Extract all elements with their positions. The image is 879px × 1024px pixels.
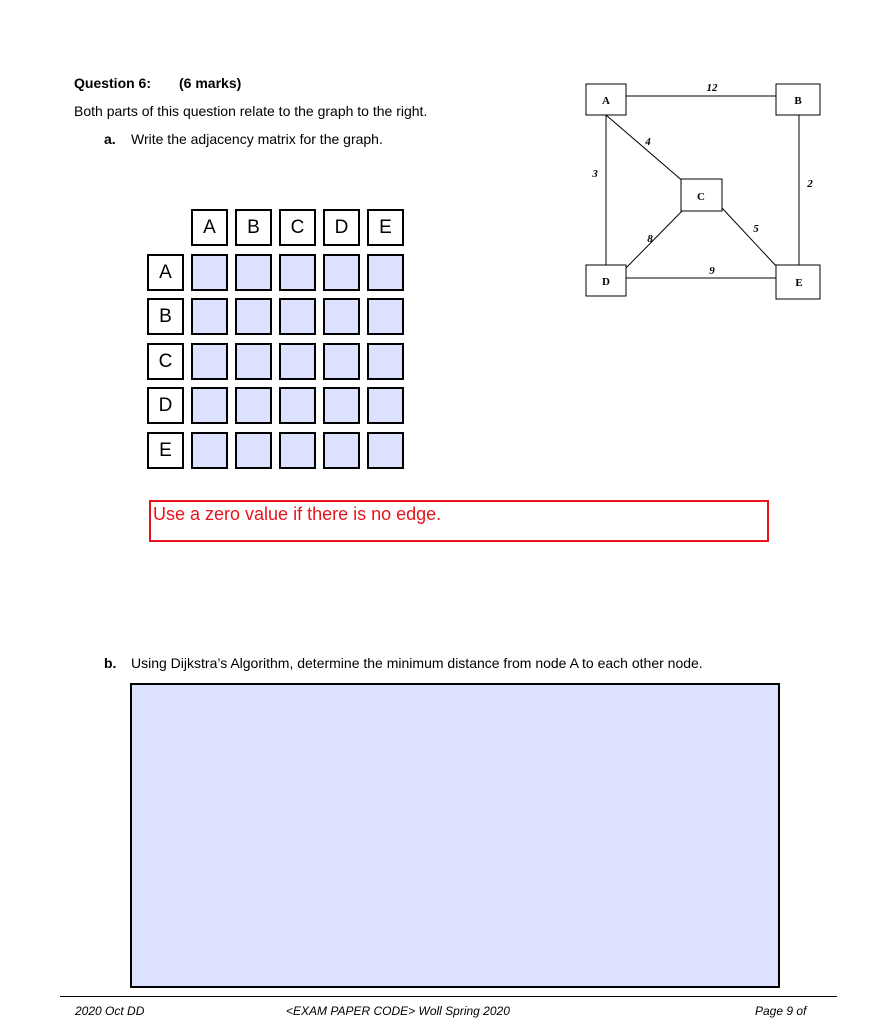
node-d-label: D: [602, 276, 610, 288]
matrix-cell-b-c[interactable]: [279, 298, 316, 335]
question-intro: Both parts of this question relate to the graph to the right.: [74, 103, 428, 119]
part-b-text: Using Dijkstra’s Algorithm, determine the minimum distance from node A to each other node.: [131, 655, 703, 671]
zero-value-note: Use a zero value if there is no edge.: [149, 500, 769, 542]
matrix-cell-a-d[interactable]: [323, 254, 360, 291]
row-header-c: C: [147, 343, 184, 380]
part-a-label: a.: [104, 131, 116, 147]
edge-c-d: [626, 208, 685, 268]
footer-divider: [60, 996, 837, 997]
matrix-cell-e-a[interactable]: [191, 432, 228, 469]
part-a-text: Write the adjacency matrix for the graph.: [131, 131, 383, 147]
matrix-cell-a-c[interactable]: [279, 254, 316, 291]
matrix-cell-b-b[interactable]: [235, 298, 272, 335]
matrix-cell-d-d[interactable]: [323, 387, 360, 424]
edge-c-e: [722, 208, 778, 268]
row-header-a: A: [147, 254, 184, 291]
node-e-label: E: [795, 277, 803, 289]
node-b-label: B: [794, 95, 802, 107]
matrix-cell-d-e[interactable]: [367, 387, 404, 424]
matrix-cell-b-d[interactable]: [323, 298, 360, 335]
matrix-cell-a-b[interactable]: [235, 254, 272, 291]
row-header-e: E: [147, 432, 184, 469]
matrix-cell-c-d[interactable]: [323, 343, 360, 380]
col-header-c: C: [279, 209, 316, 246]
matrix-cell-e-b[interactable]: [235, 432, 272, 469]
weight-c-d: 8: [647, 233, 653, 245]
matrix-cell-b-e[interactable]: [367, 298, 404, 335]
matrix-cell-e-d[interactable]: [323, 432, 360, 469]
weighted-graph-diagram: [580, 75, 830, 310]
weight-b-e: 2: [807, 178, 813, 190]
part-b-label: b.: [104, 655, 117, 671]
question-marks: (6 marks): [179, 75, 242, 91]
matrix-cell-d-a[interactable]: [191, 387, 228, 424]
part-b-prompt: [104, 655, 703, 671]
weight-a-d: 3: [592, 168, 598, 180]
question-title: [74, 75, 241, 91]
matrix-cell-e-e[interactable]: [367, 432, 404, 469]
weight-d-e: 9: [709, 265, 715, 277]
matrix-cell-a-e[interactable]: [367, 254, 404, 291]
weight-a-c: 4: [645, 136, 651, 148]
node-a-label: A: [602, 95, 610, 107]
row-header-b: B: [147, 298, 184, 335]
footer-date: 2020 Oct DD: [75, 1004, 145, 1018]
matrix-cell-a-a[interactable]: [191, 254, 228, 291]
node-c-label: C: [697, 191, 705, 203]
question-number: Question 6:: [74, 75, 152, 91]
matrix-cell-b-a[interactable]: [191, 298, 228, 335]
matrix-cell-c-e[interactable]: [367, 343, 404, 380]
row-header-d: D: [147, 387, 184, 424]
matrix-cell-e-c[interactable]: [279, 432, 316, 469]
matrix-cell-c-a[interactable]: [191, 343, 228, 380]
matrix-cell-c-b[interactable]: [235, 343, 272, 380]
matrix-cell-d-c[interactable]: [279, 387, 316, 424]
part-b-answer-box[interactable]: [130, 683, 780, 988]
footer-exam-code: <EXAM PAPER CODE> Woll Spring 2020: [286, 1004, 510, 1018]
col-header-e: E: [367, 209, 404, 246]
weight-c-e: 5: [753, 223, 759, 235]
edge-a-c: [606, 115, 685, 183]
matrix-cell-c-c[interactable]: [279, 343, 316, 380]
footer-page-number: Page 9 of: [755, 1004, 807, 1018]
col-header-a: A: [191, 209, 228, 246]
col-header-d: D: [323, 209, 360, 246]
col-header-b: B: [235, 209, 272, 246]
weight-a-b: 12: [706, 82, 718, 94]
matrix-cell-d-b[interactable]: [235, 387, 272, 424]
part-a-prompt: [104, 131, 383, 147]
